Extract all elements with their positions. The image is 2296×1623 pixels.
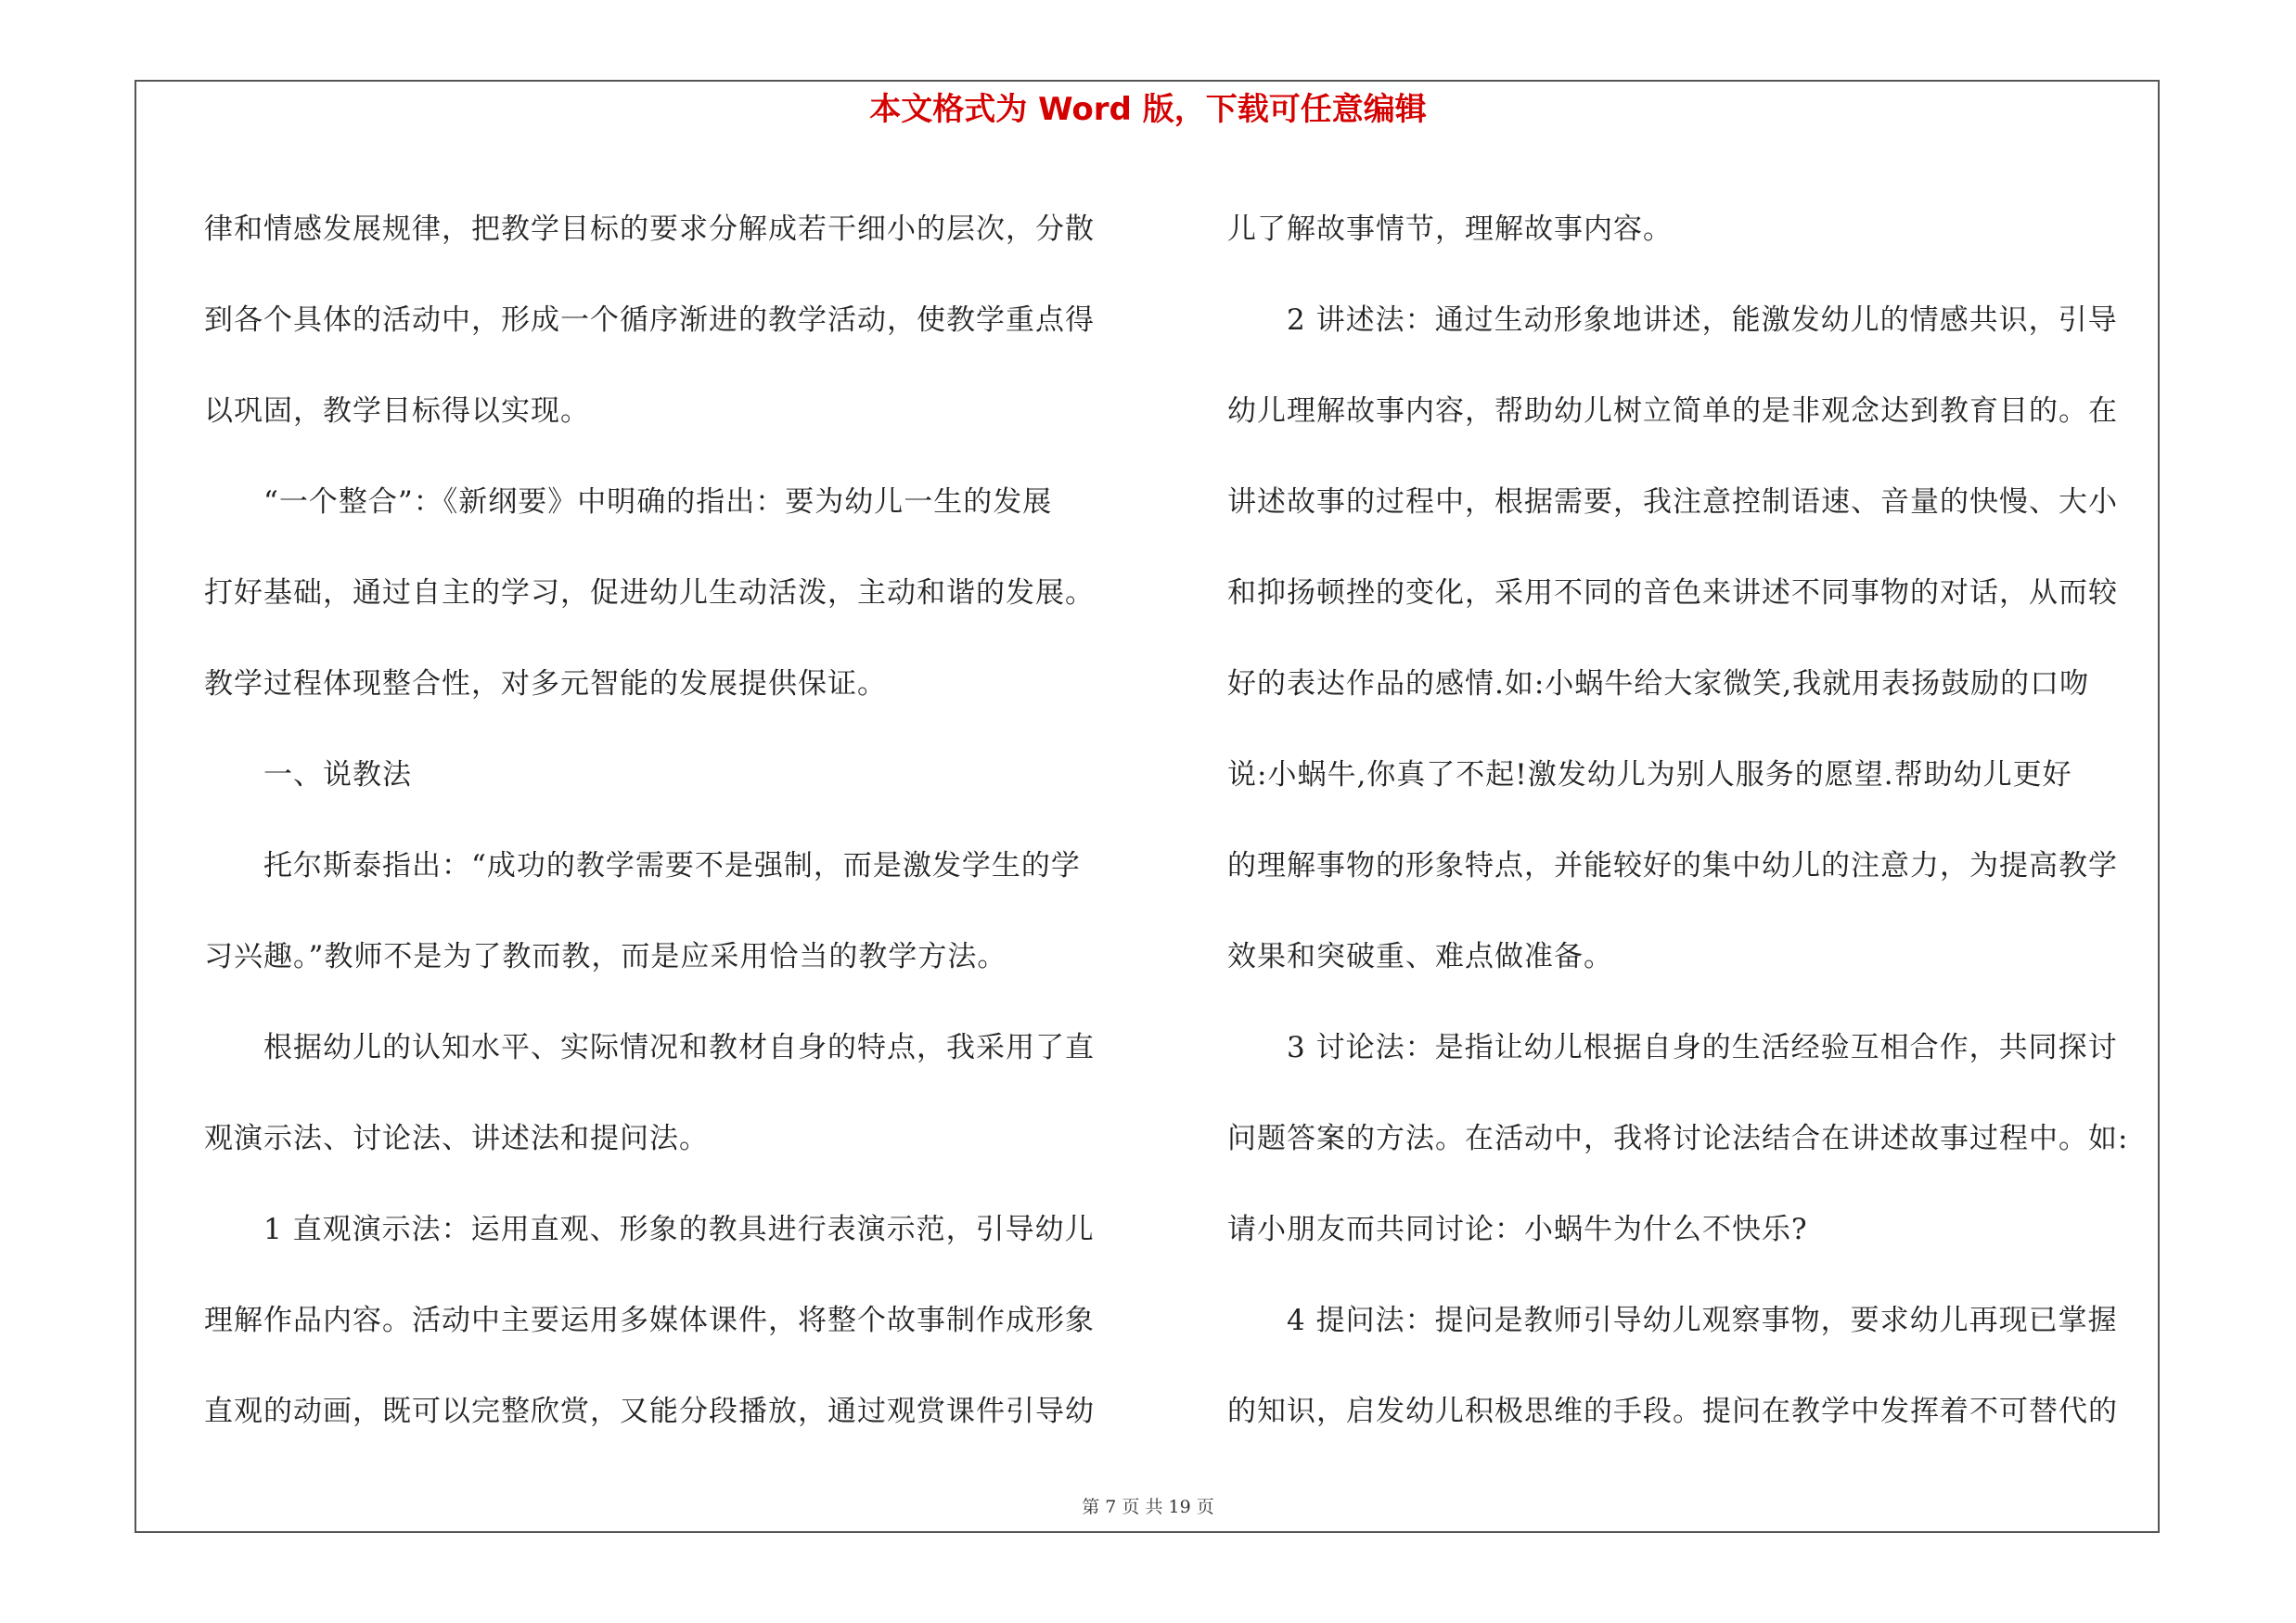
text-line: 讲述故事的过程中，根据需要，我注意控制语速、音量的快慢、大小 (1227, 485, 2118, 519)
text-line: 的知识，启发幼儿积极思维的手段。提问在教学中发挥着不可替代的 (1227, 1395, 2118, 1428)
text-line: 的理解事物的形象特点，并能较好的集中幼儿的注意力，为提高教学 (1227, 849, 2118, 882)
text-line: 问题答案的方法。在活动中，我将讨论法结合在讲述故事过程中。如: (1227, 1122, 2129, 1155)
text-line: 托尔斯泰指出：“成功的教学需要不是强制，而是激发学生的学 (204, 849, 1081, 882)
text-line: 好的表达作品的感情.如:小蜗牛给大家微笑,我就用表扬鼓励的口吻 (1227, 667, 2090, 701)
text-line: 到各个具体的活动中，形成一个循序渐进的教学活动，使教学重点得 (204, 303, 1095, 337)
text-line: 说:小蜗牛,你真了不起!激发幼儿为别人服务的愿望.帮助幼儿更好 (1227, 758, 2072, 792)
text-line: 4 提问法：提问是教师引导幼儿观察事物，要求幼儿再现已掌握 (1227, 1304, 2118, 1337)
text-line: 习兴趣。”教师不是为了教而教，而是应采用恰当的教学方法。 (204, 940, 1007, 973)
text-line: 儿了解故事情节，理解故事内容。 (1227, 213, 1673, 246)
text-line: 1 直观演示法：运用直观、形象的教具进行表演示范，引导幼儿 (204, 1213, 1095, 1246)
text-line: 根据幼儿的认知水平、实际情况和教材自身的特点，我采用了直 (204, 1031, 1095, 1064)
text-line: 打好基础，通过自主的学习，促进幼儿生动活泼，主动和谐的发展。 (204, 576, 1095, 610)
text-line: 请小朋友而共同讨论：小蜗牛为什么不快乐? (1227, 1213, 1808, 1246)
text-line: 3 讨论法：是指让幼儿根据自身的生活经验互相合作，共同探讨 (1227, 1031, 2118, 1064)
text-line: 理解作品内容。活动中主要运用多媒体课件，将整个故事制作成形象 (204, 1304, 1095, 1337)
text-line: 和抑扬顿挫的变化，采用不同的音色来讲述不同事物的对话，从而较 (1227, 576, 2118, 610)
text-line: 以巩固，教学目标得以实现。 (204, 394, 590, 428)
text-line: 2 讲述法：通过生动形象地讲述，能激发幼儿的情感共识，引导 (1227, 303, 2118, 337)
text-line: 效果和突破重、难点做准备。 (1227, 940, 1613, 973)
text-line: 教学过程体现整合性，对多元智能的发展提供保证。 (204, 667, 887, 701)
section-heading: 一、说教法 (204, 758, 412, 792)
format-notice-banner: 本文格式为 Word 版，下载可任意编辑 (869, 91, 1427, 128)
right-text-column (1227, 184, 2148, 1457)
left-text-column (204, 184, 1125, 1457)
text-line: 观演示法、讨论法、讲述法和提问法。 (204, 1122, 709, 1155)
text-line: 律和情感发展规律，把教学目标的要求分解成若干细小的层次，分散 (204, 213, 1095, 246)
text-line: “一个整合”：《新纲要》中明确的指出：要为幼儿一生的发展 (204, 485, 1053, 519)
page-number-footer: 第 7 页 共 19 页 (1082, 1497, 1214, 1517)
text-line: 幼儿理解故事内容，帮助幼儿树立简单的是非观念达到教育目的。在 (1227, 394, 2118, 428)
text-line: 直观的动画，既可以完整欣赏，又能分段播放，通过观赏课件引导幼 (204, 1395, 1095, 1428)
